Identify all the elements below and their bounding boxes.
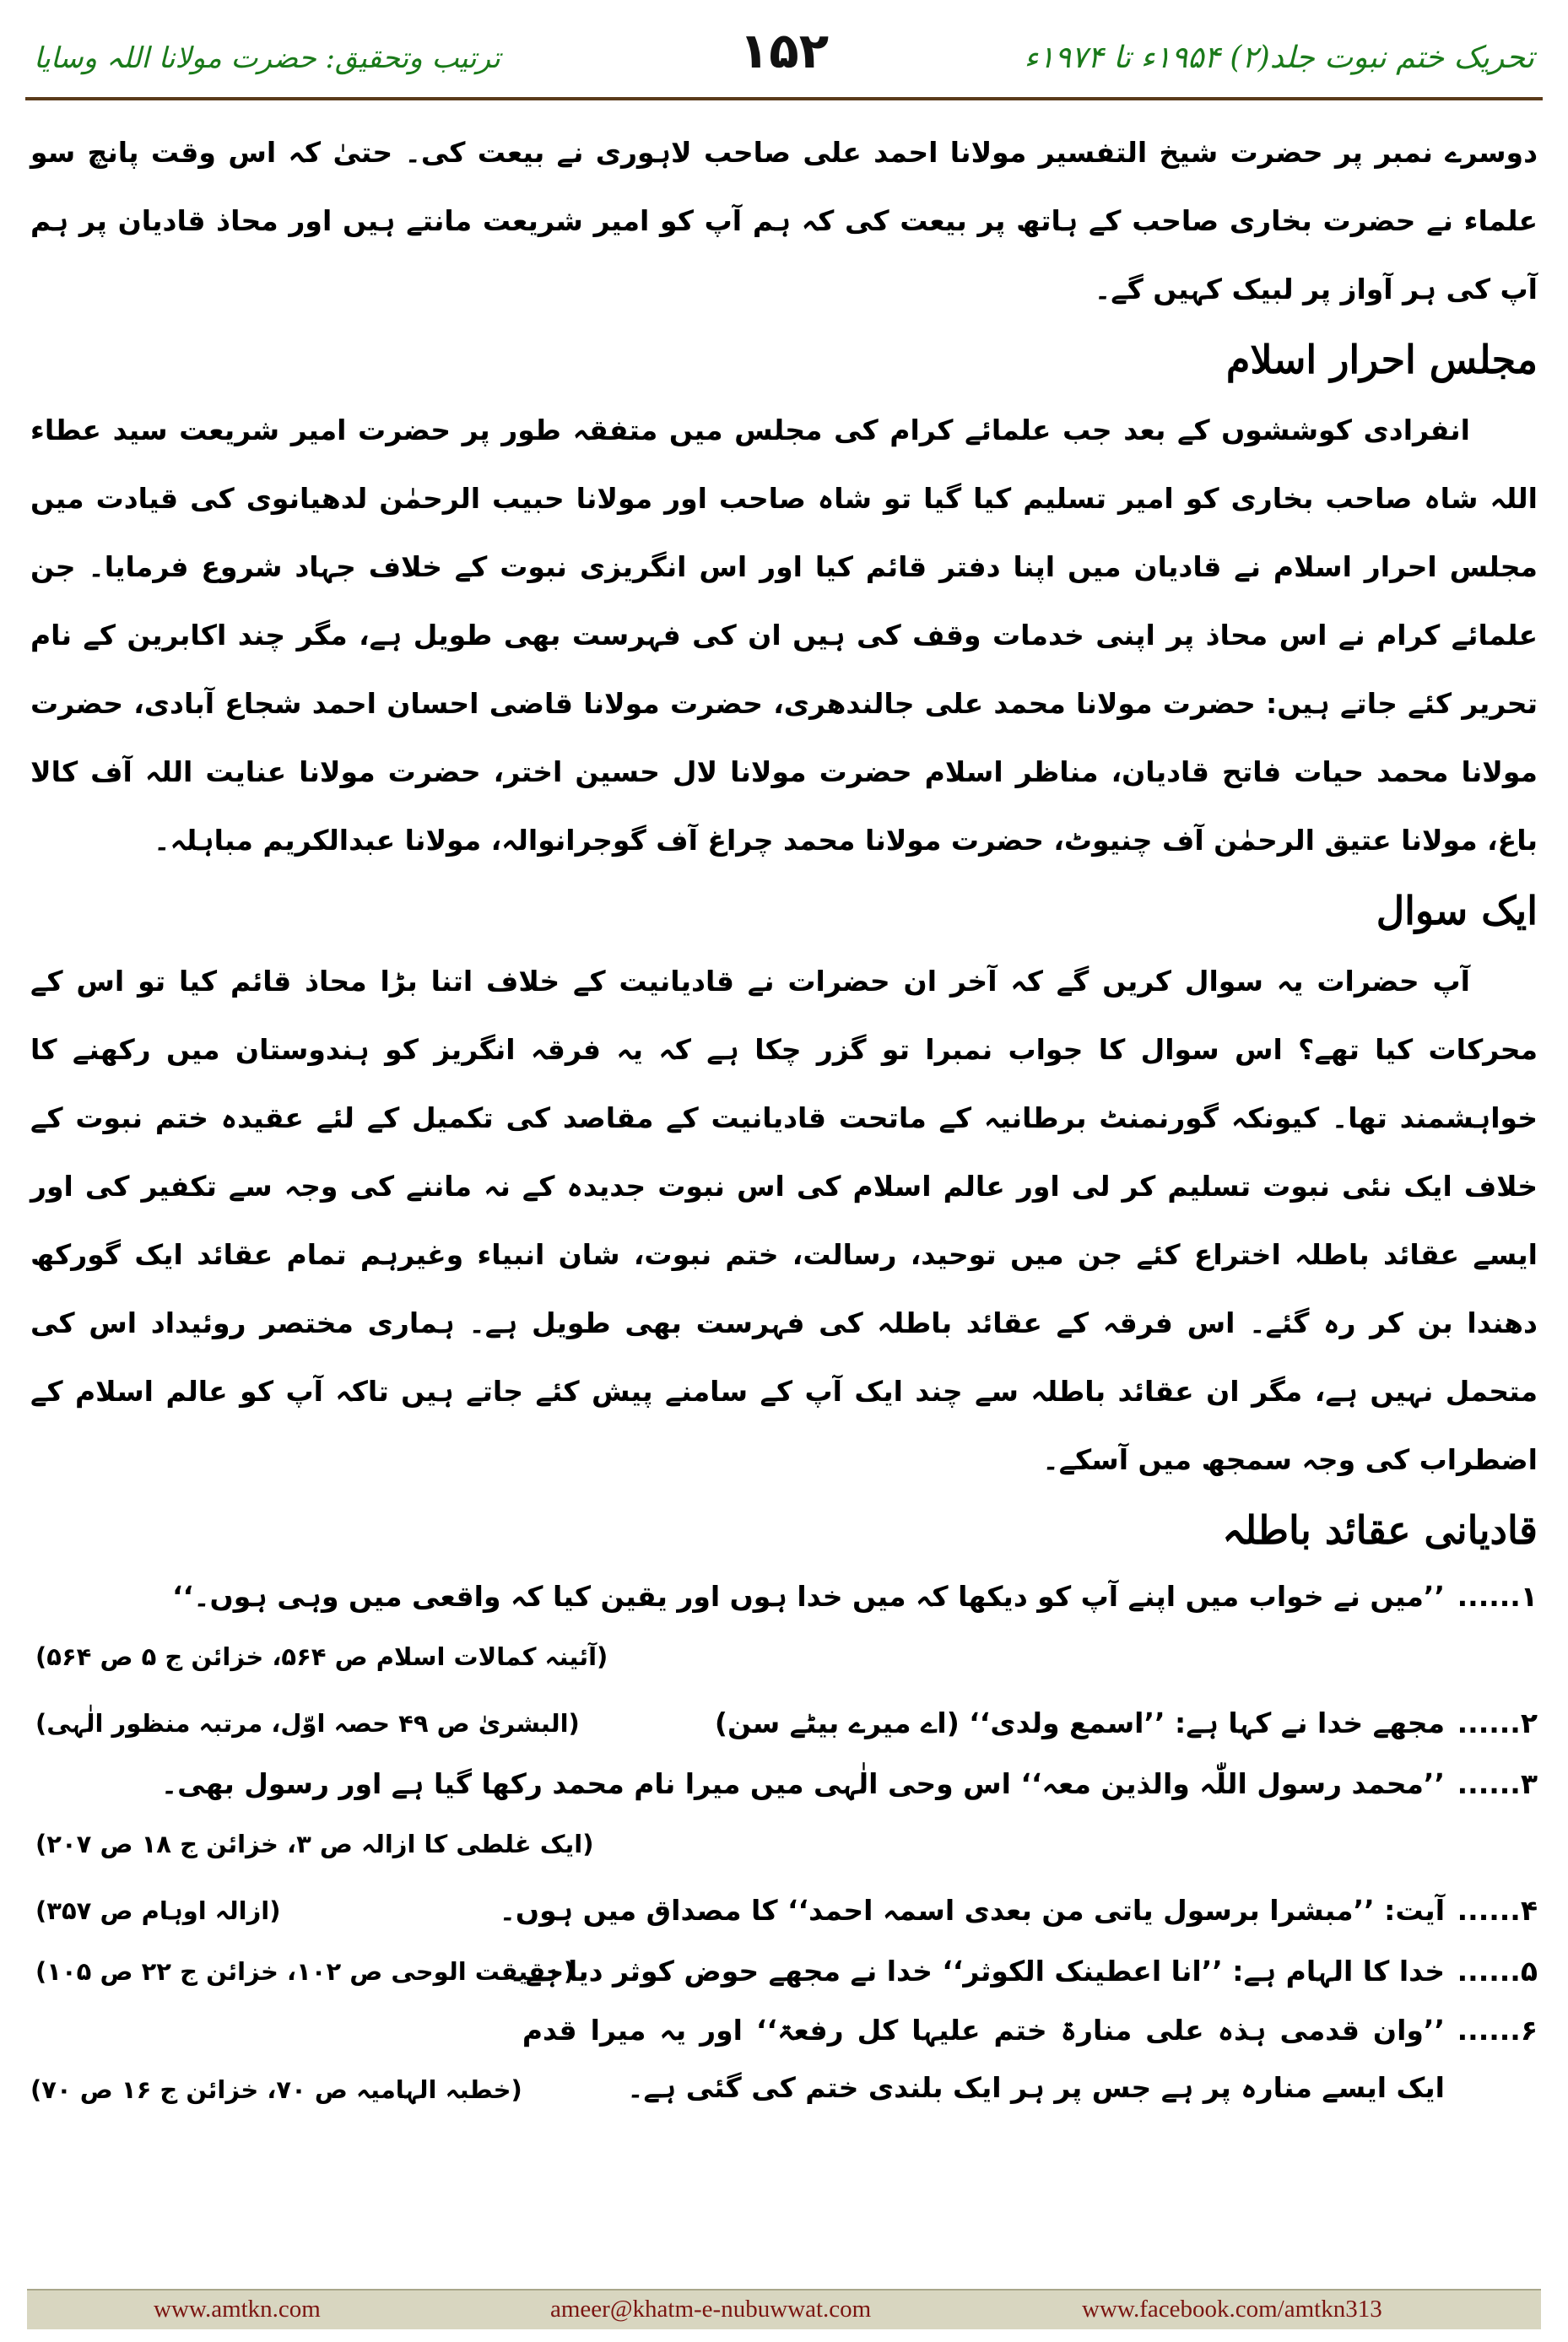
item-number: ۶......: [1457, 2014, 1538, 2047]
item-number: ۱......: [1457, 1580, 1538, 1613]
footer-email-link[interactable]: ameer@khatm-e-nubuwwat.com: [550, 2296, 872, 2323]
compiler-credit: ترتیب وتحقیق: حضرت مولانا اللہ وسایا: [34, 41, 500, 75]
item-reference: (خطبہ الہامیہ ص ۷۰، خزائن ج ۱۶ ص ۷۰): [30, 2075, 522, 2104]
item-reference: (البشریٰ ص ۴۹ حصہ اوّل، مرتبہ منظور الٰہی): [35, 1709, 580, 1738]
list-item: [30, 1566, 1538, 1627]
list-item: [30, 2002, 1538, 2117]
item-number: ۵......: [1457, 1955, 1538, 1988]
paragraph-ek-sawal: آپ حضرات یہ سوال کریں گے کہ آخر ان حضرات نے قادیانیت کے خلاف اتنا بڑا محاذ قائم کیا تو اس کے محرکات کیا تھے؟ اس سوال کا جواب نمبرا تو گزر چکا ہے کہ یہ فرقہ انگریز کو ہندوستان میں رکھنے کا خواہشمند تھا۔ کیونکہ گورنمنٹ برطانیہ کے ماتحت قادیانیت کے مقاصد کی تکمیل کے لئے عقیدہ ختم نبوت کے خلاف ایک نئی نبوت تسلیم کر لی اور عالم اسلام کی اس نبوت جدیدہ کے نہ ماننے کی وجہ سے تکفیر کی اور ایسے عقائد باطلہ اختراع کئے جن میں توحید، رسالت، ختم نبوت، شان انبیاء وغیرہم تمام عقائد ایک گورکھ دھندا بن کر رہ گئے۔ اس فرقہ کے عقائد باطلہ کی فہرست بھی طویل ہے۔ ہماری مختصر روئیداد اس کی متحمل نہیں ہے، مگر ان عقائد باطلہ سے چند ایک آپ کے سامنے پیش کئے جاتے ہیں تاکہ آپ کو عالم اسلام کے اضطراب کی وجہ سمجھ میں آسکے۔: [30, 965, 1538, 1476]
page-number: ۱۵۲: [738, 22, 830, 79]
list-item: [30, 1941, 1538, 2002]
item-number: ۳......: [1457, 1767, 1538, 1800]
list-item: [30, 1693, 1538, 1754]
item-text: خدا کا الہام ہے: ’’انا اعطینک الکوثر‘‘ خدا نے مجھے حوض کوثر دیا ہے۔: [509, 1955, 1445, 1988]
item-reference: (ازالہ اوہام ص ۳۵۷): [35, 1896, 281, 1925]
item-text: ’’میں نے خواب میں اپنے آپ کو دیکھا کہ میں خدا ہوں اور یقین کیا کہ واقعی میں وہی ہوں۔‘‘: [172, 1580, 1445, 1613]
page-header: [25, 15, 1543, 95]
footer-website-link[interactable]: www.amtkn.com: [154, 2296, 321, 2323]
item-text: مجھے خدا نے کہا ہے: ’’اسمع ولدی‘‘ (اے میرے بیٹے سن): [714, 1706, 1445, 1739]
footer-facebook-link[interactable]: www.facebook.com/amtkn313: [1082, 2296, 1382, 2323]
item-text: ’’محمد رسول اللّٰہ والذین معہ‘‘ اس وحی الٰہی میں میرا نام محمد رکھا گیا ہے اور رسول بھی۔: [160, 1767, 1445, 1800]
item-reference: (حقیقت الوحی ص ۱۰۲، خزائن ج ۲۲ ص ۱۰۵): [35, 1957, 576, 1986]
intro-paragraph: دوسرے نمبر پر حضرت شیخ التفسیر مولانا احمد علی صاحب لاہوری نے بیعت کی۔ حتیٰ کہ اس وقت پانچ سو علماء نے حضرت بخاری صاحب کے ہاتھ پر بیعت کی کہ ہم آپ کو امیر شریعت مانتے ہیں اور محاذ قادیان پر ہم آپ کی ہر آواز پر لبیک کہیں گے۔: [30, 136, 1538, 306]
list-item: [30, 1880, 1538, 1941]
item-number: ۴......: [1457, 1894, 1538, 1927]
item-text: ’’وان قدمی ہذہ علی منارۃ ختم علیہا کل رفعۃ‘‘ اور یہ میرا قدم ایک ایسے منارہ پر ہے جس پر ہر ایک بلندی ختم کی گئی ہے۔: [522, 2014, 1445, 2104]
book-title: تحریک ختم نبوت جلد(۲) ۱۹۵۴ء تا ۱۹۷۴ء: [1024, 41, 1534, 75]
header-divider: [25, 97, 1543, 100]
section-heading-majlis-ahrar: مجلس احرار اسلام: [1225, 337, 1538, 382]
item-number: ۲......: [1457, 1706, 1538, 1739]
list-item: [30, 1754, 1538, 1815]
section-heading-aqaid: قادیانی عقائد باطلہ: [1222, 1507, 1538, 1553]
item-reference: (آئینہ کمالات اسلام ص ۵۶۴، خزائن ج ۵ ص ۵۶۴): [35, 1642, 608, 1671]
section-heading-ek-sawal: ایک سوال: [1376, 888, 1538, 933]
page-body: [30, 118, 1538, 2118]
item-reference: (ایک غلطی کا ازالہ ص ۳، خزائن ج ۱۸ ص ۲۰۷): [35, 1830, 594, 1858]
paragraph-majlis-ahrar: انفرادی کوششوں کے بعد جب علمائے کرام کی مجلس میں متفقہ طور پر حضرت امیر شریعت سید عطاء اللہ شاہ صاحب بخاری کو امیر تسلیم کیا گیا تو شاہ صاحب اور مولانا حبیب الرحمٰن لدھیانوی کی قیادت میں مجلس احرار اسلام نے قادیان میں اپنا دفتر قائم کیا اور اس انگریزی نبوت کے خلاف جہاد شروع فرمایا۔ جن علمائے کرام نے اس محاذ پر اپنی خدمات وقف کی ہیں ان کی فہرست بھی طویل ہے، مگر چند اکابرین کے نام تحریر کئے جاتے ہیں: حضرت مولانا محمد علی جالندھری، حضرت مولانا قاضی احسان احمد شجاع آبادی، حضرت مولانا محمد حیات فاتح قادیان، مناظر اسلام حضرت مولانا لال حسین اختر، حضرت مولانا عنایت اللہ آف کالا باغ، مولانا عتیق الرحمٰن آف چنیوٹ، حضرت مولانا محمد چراغ آف گوجرانوالہ، مولانا عبدالکریم مباہلہ۔: [30, 414, 1538, 857]
item-text: آیت: ’’مبشرا برسول یاتی من بعدی اسمہ احمد‘‘ کا مصداق میں ہوں۔: [499, 1894, 1445, 1927]
page-footer: [27, 2289, 1541, 2329]
